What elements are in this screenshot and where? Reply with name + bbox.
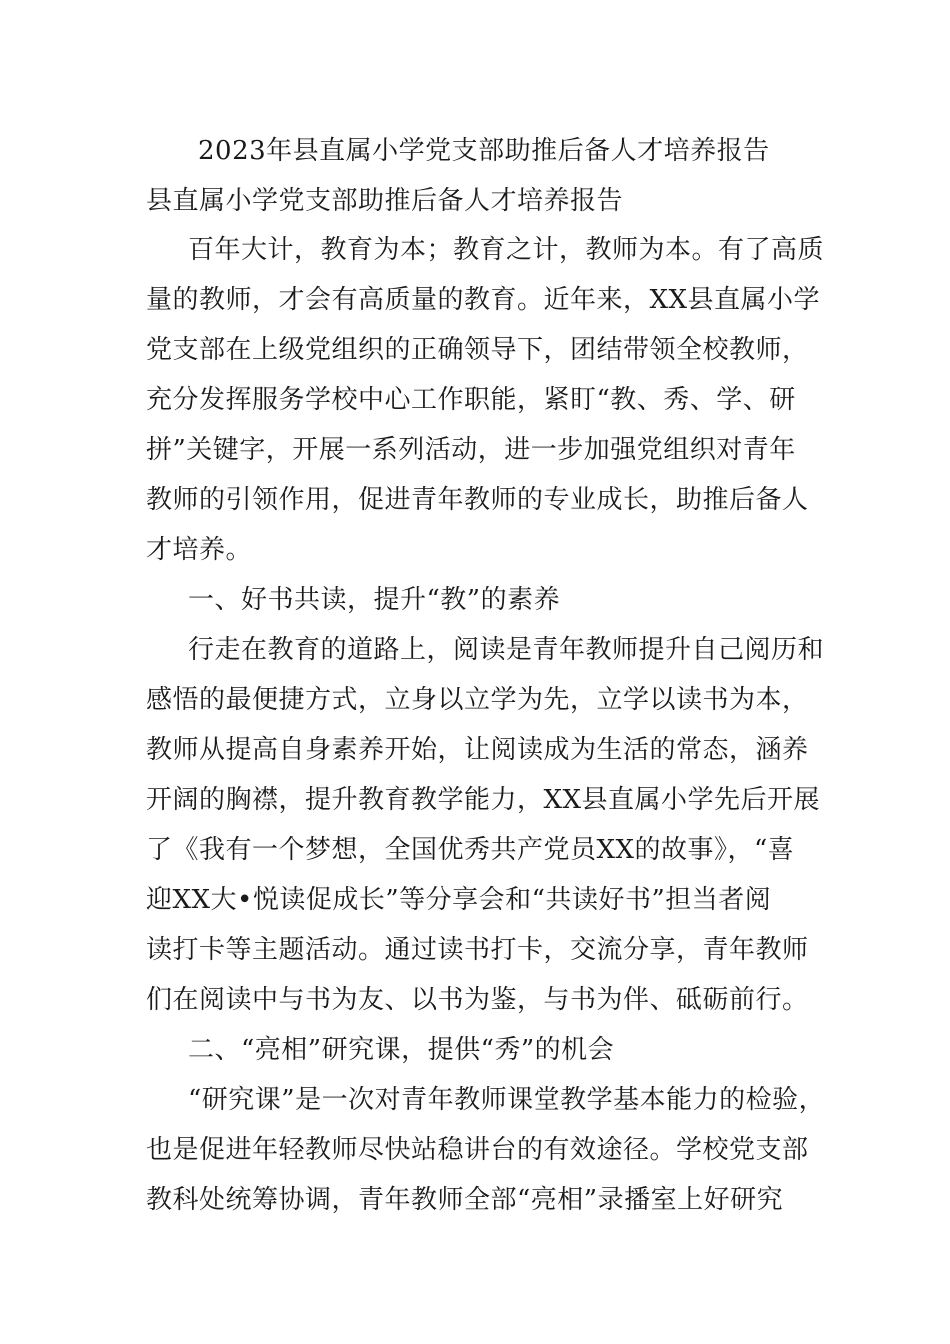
text-line: 才培养。 xyxy=(146,535,253,565)
text-line: 教师的引领作用，促进青年教师的专业成长，助推后备人 xyxy=(146,485,809,515)
text-line: 读打卡等主题活动。通过读书打卡，交流分享，青年教师 xyxy=(146,935,809,965)
text-line: 二、“亮相”研究课，提供“秀”的机会 xyxy=(188,1035,615,1065)
text-line: 也是促进年轻教师尽快站稳讲台的有效途径。学校党支部 xyxy=(146,1135,809,1165)
text-line: 教科处统筹协调，青年教师全部“亮相”录播室上好研究 xyxy=(146,1185,784,1215)
text-line: 了《我有一个梦想，全国优秀共产党员XX的故事》，“喜 xyxy=(146,835,795,865)
text-line: 党支部在上级党组织的正确领导下，团结带领全校教师， xyxy=(146,335,809,365)
document-title: 2023年县直属小学党支部助推后备人才培养报告 xyxy=(198,136,770,166)
text-line: 充分发挥服务学校中心工作职能，紧盯“教、秀、学、研 xyxy=(146,385,796,415)
document-subtitle: 县直属小学党支部助推后备人才培养报告 xyxy=(146,186,624,216)
text-line: 行走在教育的道路上，阅读是青年教师提升自己阅历和 xyxy=(188,635,825,665)
text-line: “研究课”是一次对青年教师课堂教学基本能力的检验， xyxy=(188,1085,826,1115)
text-line: 们在阅读中与书为友、以书为鉴，与书为伴、砥砺前行。 xyxy=(146,985,809,1015)
text-line: 一、好书共读，提升“教”的素养 xyxy=(188,585,561,615)
text-line: 开阔的胸襟，提升教育教学能力，XX县直属小学先后开展 xyxy=(146,785,821,815)
text-line: 量的教师，才会有高质量的教育。近年来，XX县直属小学 xyxy=(146,285,821,315)
text-line: 感悟的最便捷方式，立身以立学为先，立学以读书为本， xyxy=(146,685,809,715)
document-body xyxy=(146,230,826,1230)
text-line: 迎XX大•悦读促成长”等分享会和“共读好书”担当者阅 xyxy=(146,885,772,915)
text-line: 教师从提高自身素养开始，让阅读成为生活的常态，涵养 xyxy=(146,735,809,765)
text-line: 拼”关键字，开展一系列活动，进一步加强党组织对青年 xyxy=(146,435,796,465)
text-line: 百年大计，教育为本；教育之计，教师为本。有了高质 xyxy=(188,235,825,265)
